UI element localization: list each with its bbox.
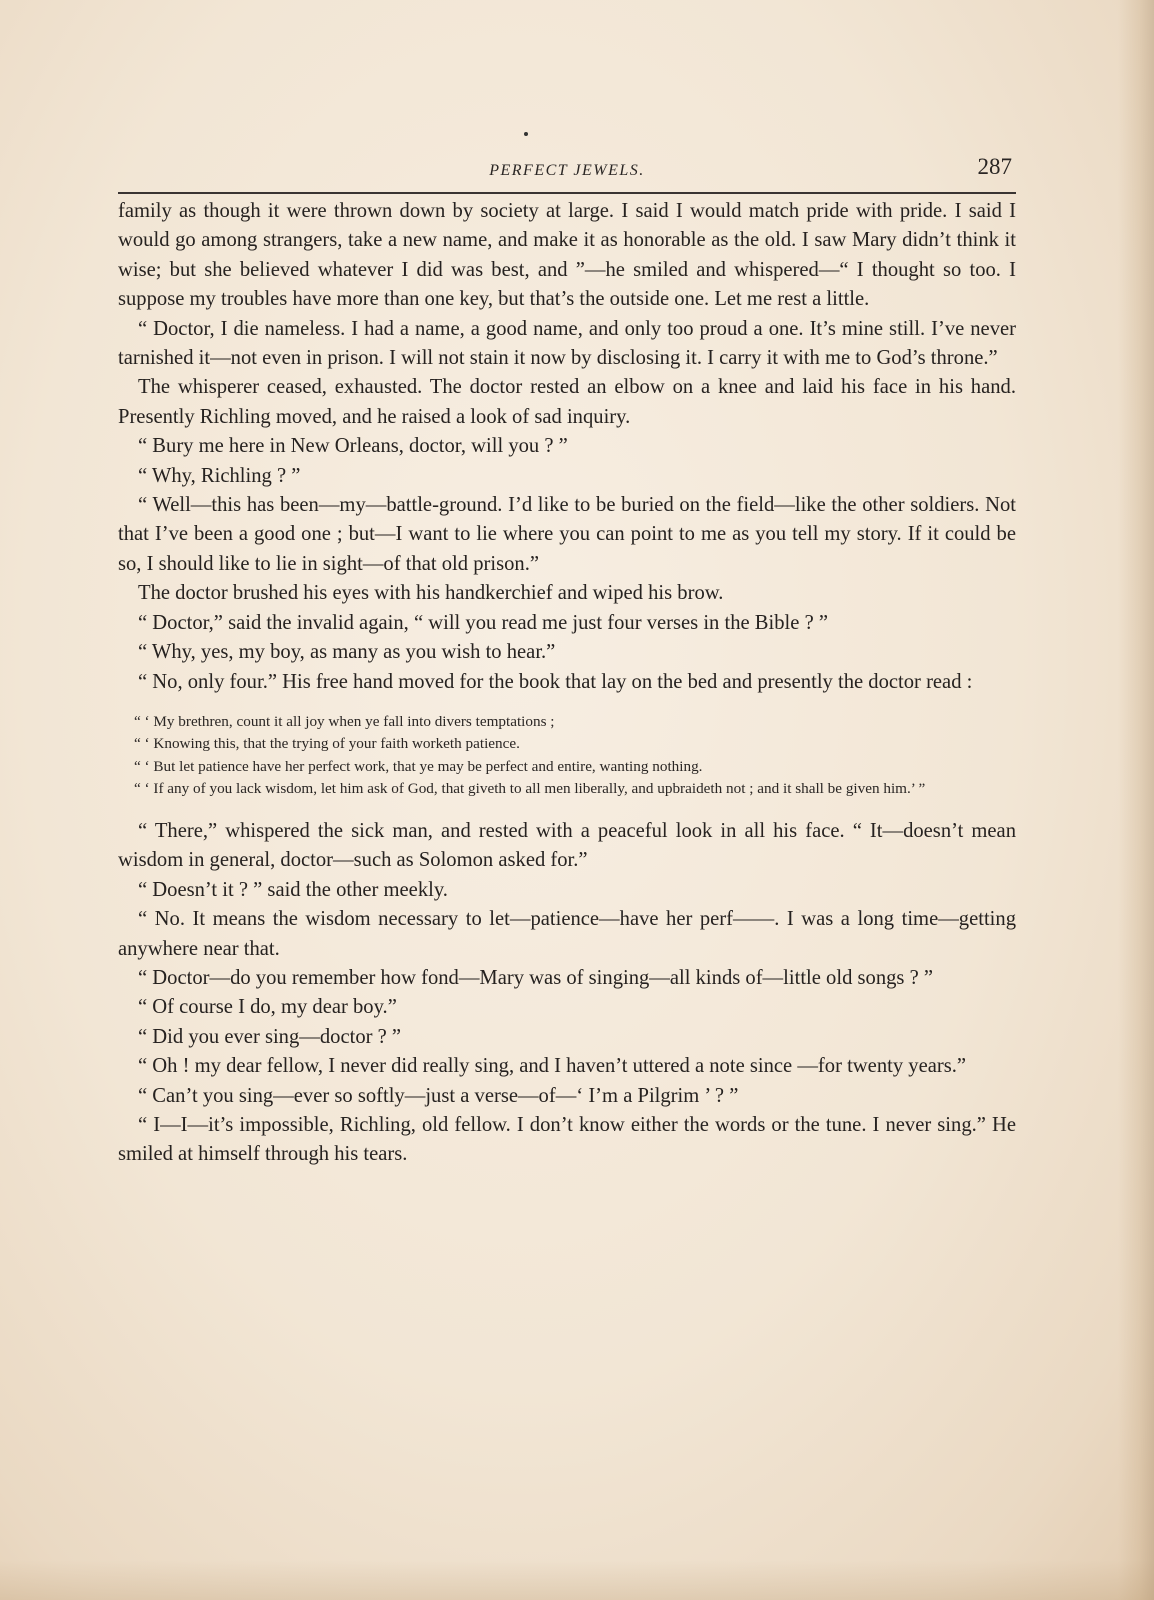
paragraph: The doctor brushed his eyes with his handkerchief and wiped his brow. [138, 582, 724, 605]
scripture-verse: “ ‘ My brethren, count it all joy when ye fall into divers temptations ; [134, 712, 555, 730]
paragraph: “ No. It means the wisdom necessary to let—patience—have her perf——. I was a long time—getting anywhere near that. [118, 908, 1016, 960]
scripture-verse: “ ‘ If any of you lack wisdom, let him ask of God, that giveth to all men liberally, and upbraideth not ; and it shall be given him.’ ” [134, 780, 926, 798]
paragraph: “ Why, yes, my boy, as many as you wish to hear.” [138, 641, 556, 664]
page-number: 287 [977, 154, 1012, 179]
paragraph: “ Why, Richling ? ” [138, 464, 301, 487]
scripture-verse: “ ‘ But let patience have her perfect work, that ye may be perfect and entire, wanting nothing. [134, 757, 703, 775]
page-bottom-shadow [0, 1560, 1154, 1600]
paragraph: “ Doctor, I die nameless. I had a name, a good name, and only too proud a one. It’s mine still. I’ve never tarnished it—not even in prison. I will not stain it now by disclosing it. I carry it with me to God’s throne.” [118, 317, 1016, 370]
paragraph: “ Can’t you sing—ever so softly—just a verse—of—‘ I’m a Pilgrim ’ ? ” [138, 1084, 739, 1107]
body-text [118, 197, 1016, 1170]
paragraph: “ I—I—it’s impossible, Richling, old fellow. I don’t know either the words or the tune. I never sing.” He smiled at himself through his tears. [118, 1113, 1016, 1166]
paragraph: family as though it were thrown down by society at large. I said I would match pride with pride. I said I would go among strangers, take a new name, and make it as honorable as the old. I saw Mary didn’t think it wise; but she believed whatever I did was best, and ”—he smiled and whispered—“ I thought so too. I suppose my troubles have more than one key, but that’s the outside one. Let me rest a little. [118, 200, 1016, 311]
paragraph: “ Doctor,” said the invalid again, “ will you read me just four verses in the Bible ? ” [138, 611, 829, 634]
running-head [118, 154, 1016, 188]
paragraph: “ Oh ! my dear fellow, I never did really sing, and I haven’t uttered a note since —for twenty years.” [138, 1055, 967, 1078]
paragraph: “ There,” whispered the sick man, and rested with a peaceful look in all his face. “ It—doesn’t mean wisdom in general, doctor—such as Solomon asked for.” [118, 819, 1016, 872]
paragraph: “ Well—this has been—my—battle-ground. I’d like to be buried on the field—like the other soldiers. Not that I’ve been a good one ; but—I want to lie where you can point to me as you tell my story. If it could be so, I should like to lie in sight—of that old prison.” [118, 494, 1016, 575]
paragraph: “ No, only four.” His free hand moved for the book that lay on the bed and presently the doctor read : [138, 670, 973, 693]
header-rule [118, 192, 1016, 194]
running-title: PERFECT JEWELS. [489, 162, 645, 179]
page-edge-shadow [1118, 0, 1154, 1600]
paragraph: “ Bury me here in New Orleans, doctor, will you ? ” [138, 435, 568, 458]
paragraph: “ Did you ever sing—doctor ? ” [138, 1025, 402, 1048]
paragraph: The whisperer ceased, exhausted. The doctor rested an elbow on a knee and laid his face in his hand. Presently Richling moved, and he raised a look of sad inquiry. [118, 376, 1016, 428]
paragraph: “ Doctor—do you remember how fond—Mary was of singing—all kinds of—little old songs ? ” [138, 966, 934, 989]
paragraph: “ Of course I do, my dear boy.” [138, 996, 397, 1019]
scripture-quote [118, 711, 1016, 801]
scripture-verse: “ ‘ Knowing this, that the trying of your faith worketh patience. [134, 735, 520, 753]
ink-speck [524, 132, 528, 136]
paragraph: “ Doesn’t it ? ” said the other meekly. [138, 878, 448, 901]
